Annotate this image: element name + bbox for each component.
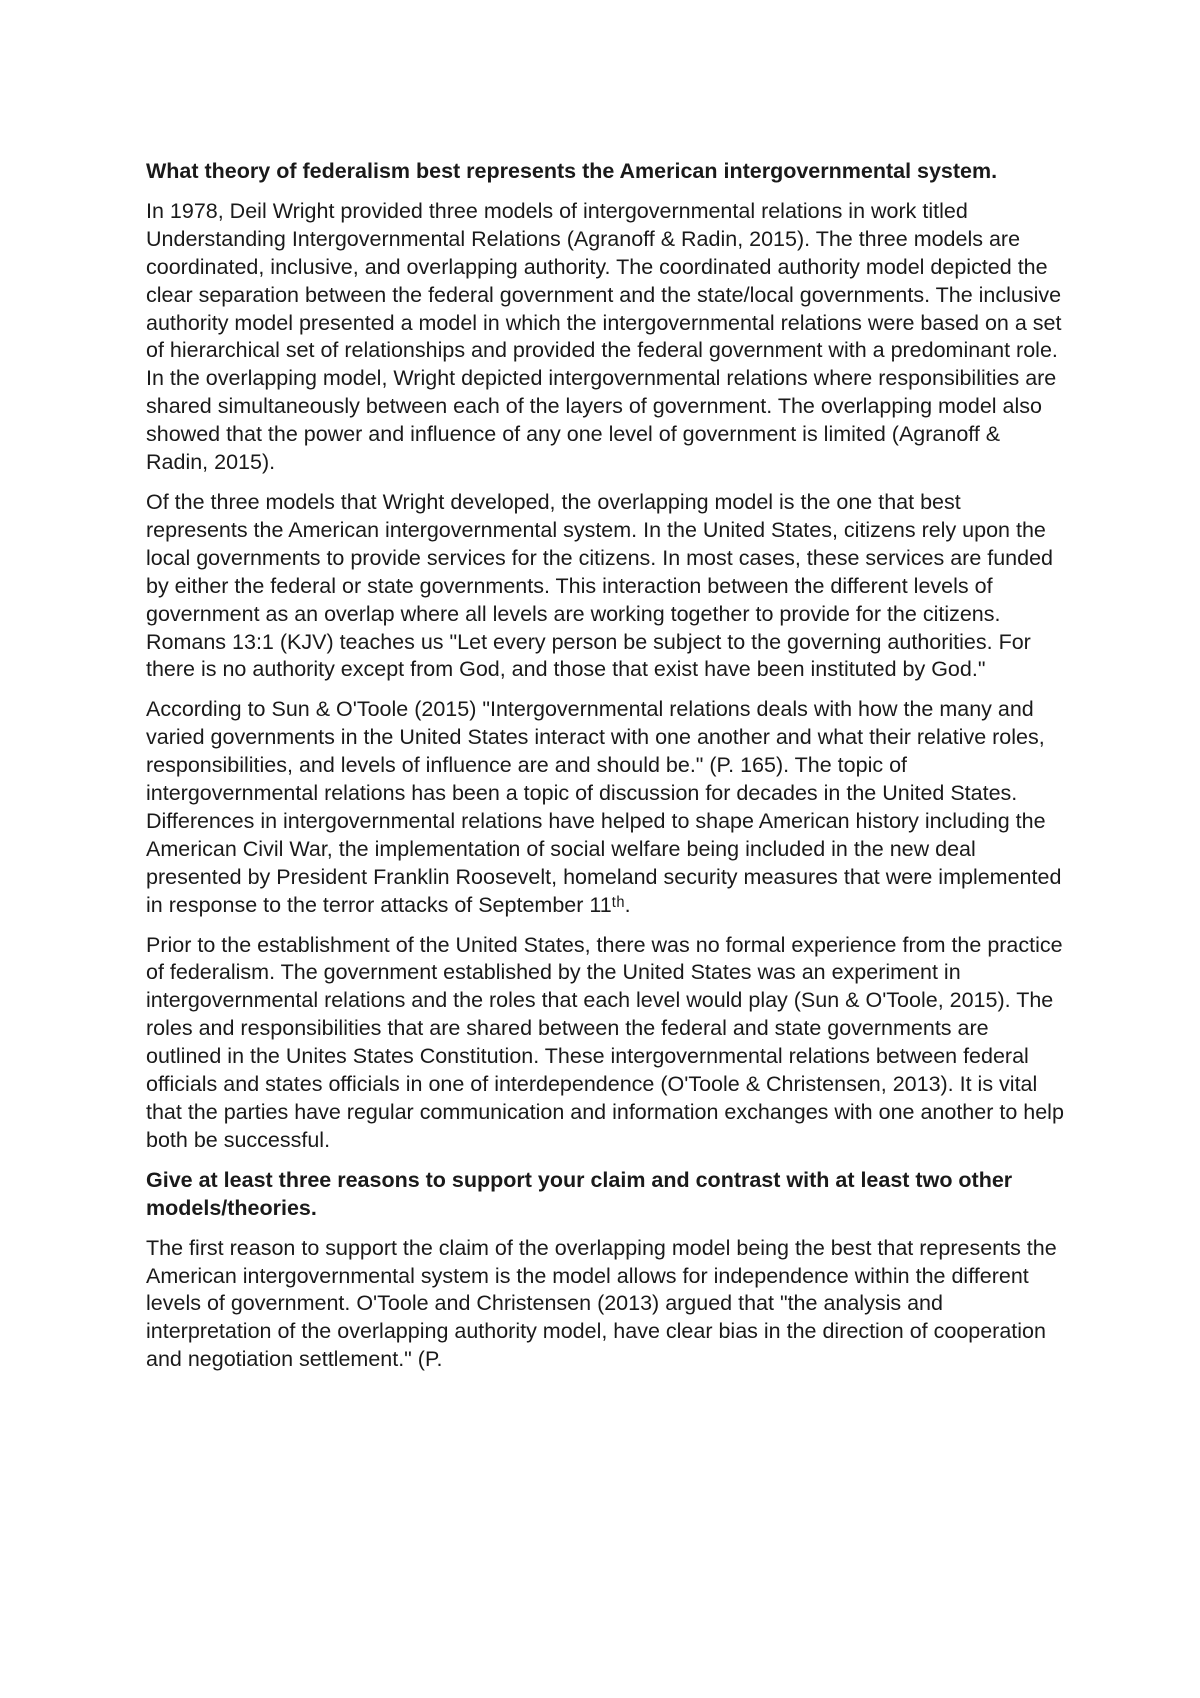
paragraph-first-reason: The first reason to support the claim of the overlapping model being the best that represents the American intergovernmental system is the model allows for independence within the different levels of government. O'Toole and Christensen (2013) argued that "the analysis and interpretation of the overlapping authority model, have clear bias in the direction of cooperation and negotiation settlement." (P.: [146, 1235, 1057, 1372]
paragraph-establishment: Prior to the establishment of the United States, there was no formal experience from the practice of federalism. The government established by the United States was an experiment in intergovernmental relations and the roles that each level would play (Sun & O'Toole, 2015). The roles and responsibilities that are shared between the federal and state governments are outlined in the Unites States Constitution. These intergovernmental relations between federal officials and states officials in one of interdependence (O'Toole & Christensen, 2013). It is vital that the parties have regular communication and information exchanges with one another to help both be successful.: [146, 932, 1064, 1152]
document-page: [146, 158, 1068, 1386]
section-heading-three-reasons: Give at least three reasons to support your claim and contrast with at least two other models/theories.: [146, 1167, 1013, 1220]
paragraph-sun-otoole: According to Sun & O'Toole (2015) "Intergovernmental relations deals with how the many and varied governments in the United States interact with one another and what their relative roles, responsibilities, and levels of influence are and should be." (P. 165). The topic of intergovernmental relations has been a topic of discussion for decades in the United States. Differences in intergovernmental relations have helped to shape American history including the American Civil War, the implementation of social welfare being included in the new deal presented by President Franklin Roosevelt, homeland security measures that were implemented in response to the terror attacks of September 11ᵗʰ.: [146, 697, 1062, 917]
paragraph-overlapping-model: Of the three models that Wright developed, the overlapping model is the one that best represents the American intergovernmental system. In the United States, citizens rely upon the local governments to provide services for the citizens. In most cases, these services are funded by either the federal or state governments. This interaction between the different levels of government as an overlap where all levels are working together to provide for the citizens. Romans 13:1 (KJV) teaches us "Let every person be subject to the governing authorities. For there is no authority except from God, and those that exist have been instituted by God.": [146, 489, 1054, 682]
section-heading-federalism-theory: What theory of federalism best represents the American intergovernmental system.: [146, 159, 998, 183]
paragraph-wright-models: In 1978, Deil Wright provided three models of intergovernmental relations in work titled Understanding Intergovernmental Relations (Agranoff & Radin, 2015). The three models are coordinated, inclusive, and overlapping authority. The coordinated authority model depicted the clear separation between the federal government and the state/local governments. The inclusive authority model presented a model in which the intergovernmental relations were based on a set of hierarchical set of relationships and provided the federal government with a predominant role. In the overlapping model, Wright depicted intergovernmental relations where responsibilities are shared simultaneously between each of the layers of government. The overlapping model also showed that the power and influence of any one level of government is limited (Agranoff & Radin, 2015).: [146, 198, 1062, 475]
